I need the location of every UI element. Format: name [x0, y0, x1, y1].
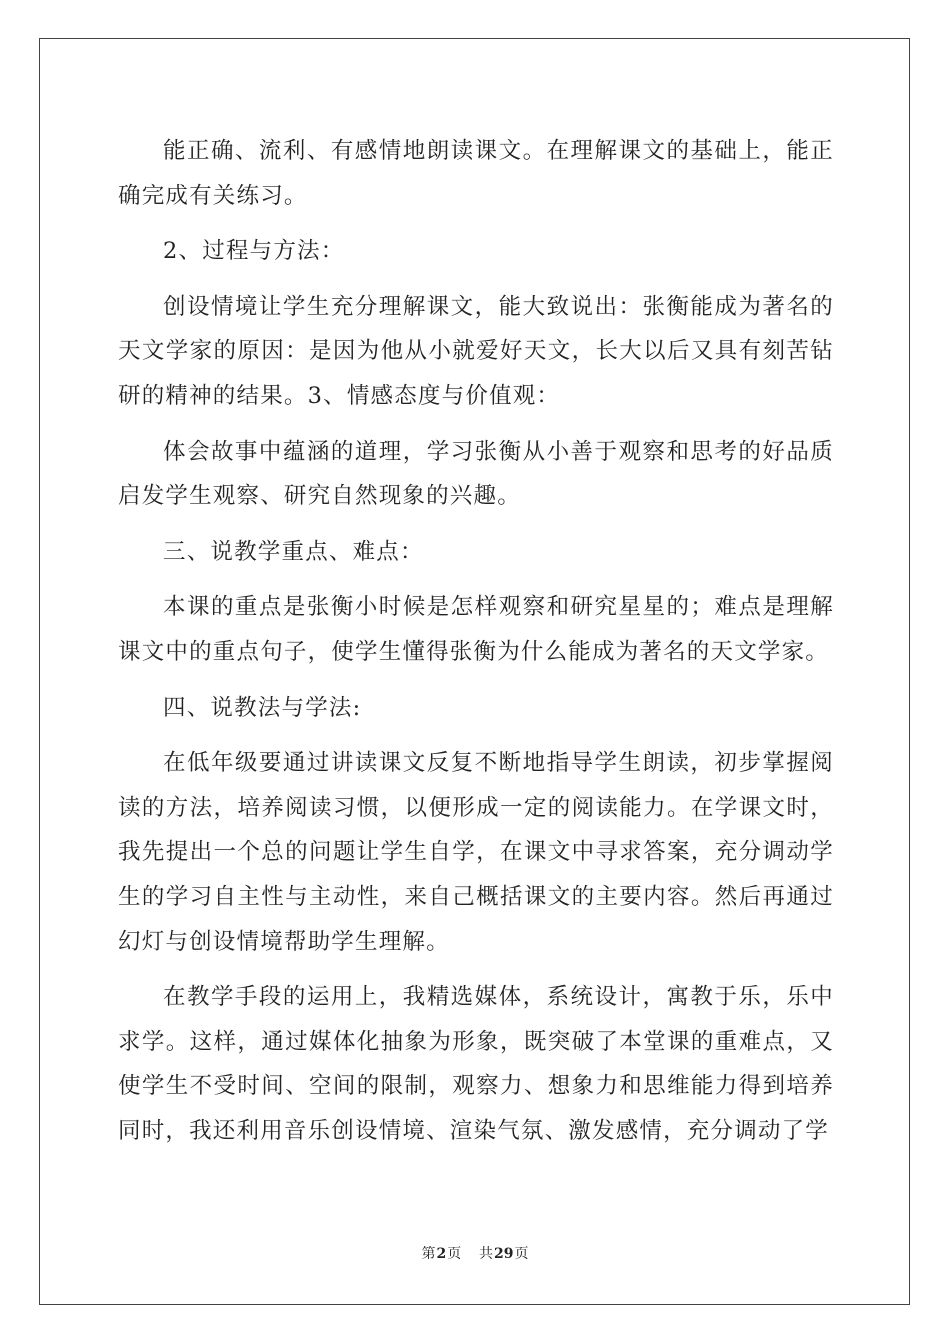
page-footer — [0, 1243, 950, 1263]
paragraph: 创设情境让学生充分理解课文，能大致说出：张衡能成为著名的天文学家的原因：是因为他从小就爱好天文，长大以后又具有刻苦钻研的精神的结果。3、情感态度与价值观： — [118, 293, 834, 409]
paragraph: 在低年级要通过讲读课文反复不断地指导学生朗读，初步掌握阅读的方法，培养阅读习惯，以便形成一定的阅读能力。在学课文时，我先提出一个总的问题让学生自学，在课文中寻求答案，充分调动学生的学习自主性与主动性，来自己概括课文的主要内容。然后再通过幻灯与创设情境帮助学生理解。 — [118, 750, 834, 955]
page-suffix: 页 — [447, 1246, 462, 1262]
total-prefix: 共 — [479, 1246, 494, 1262]
total-pages: 29 — [494, 1246, 514, 1262]
section-heading: 三、说教学重点、难点： — [163, 538, 424, 565]
paragraph: 本课的重点是张衡小时候是怎样观察和研究星星的；难点是理解课文中的重点句子，使学生懂得张衡为什么能成为著名的天文学家。 — [118, 594, 834, 665]
section-heading: 2、过程与方法： — [163, 238, 345, 265]
document-body — [118, 129, 834, 1153]
paragraph: 能正确、流利、有感情地朗读课文。在理解课文的基础上，能正确完成有关练习。 — [118, 138, 834, 209]
total-suffix: 页 — [514, 1246, 529, 1262]
page-number: 2 — [436, 1246, 447, 1262]
paragraph: 体会故事中蕴涵的道理，学习张衡从小善于观察和思考的好品质启发学生观察、研究自然现象的兴趣。 — [118, 438, 834, 510]
page-prefix: 第 — [421, 1246, 436, 1262]
section-heading: 四、说教法与学法: — [163, 694, 362, 721]
paragraph: 在教学手段的运用上，我精选媒体，系统设计，寓教于乐，乐中求学。这样，通过媒体化抽象为形象，既突破了本堂课的重难点，又使学生不受时间、空间的限制，观察力、想象力和思维能力得到培养同时，我还利用音乐创设情境、渲染气氛、激发感情，充分调动了学 — [118, 984, 834, 1144]
